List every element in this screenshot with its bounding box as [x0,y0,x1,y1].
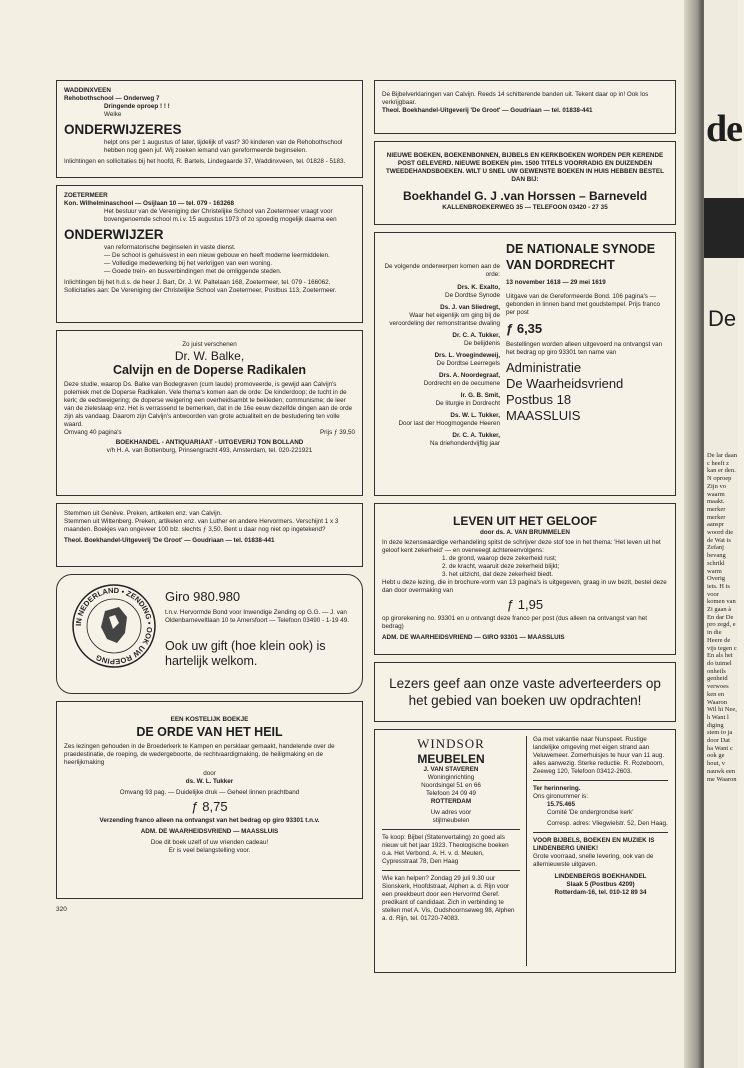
intro: Het bestuur van de Vereniging der Christelijke School van Zoetermeer vraagt voor bovengenoemde school m.i.v. 15 augustus 1973 of zo spoedig mogelijk daarna een [104,208,337,223]
windsor-phone: Telefoon 24 09 49 [425,790,477,797]
postbus: Postbus 18 [506,392,572,407]
publisher: Theol. Boekhandel-Uitgeverij 'De Groot' — Goudriaan — tel. 01838-441 [382,107,593,114]
giro-address: t.n.v. Hervormde Bond voor Inwendige Zending op G.G. — J. van Oldenbarneveltlaan 10 te Amersfoort — Telefoon 03490 - 1-19 49. [165,609,350,624]
pre-title: Zo juist verschenen [182,341,237,348]
admin: ADM. DE WAARHEIDSVRIEND — MAASSLUIS [140,828,279,835]
description: Zes lezingen gehouden in de Broederkerk te Kampen en persklaar gemaakt, handelende over de praedestinatie, de roeping, de wedergeboorte, de rechtvaardigmaking, de heiligmaking en de heerlijkmaking [64,743,335,766]
classifieds-left [382,736,520,966]
ad-zoetermeer [56,185,363,323]
publisher: Theol. Boekhandel-Uitgeverij 'De Groot' — Goudriaan — tel. 01838-441 [64,537,275,544]
speaker [382,304,500,328]
corresp-address: Corresp. adres: Vliegwielstr. 52, Den Haag. [547,820,668,827]
windsor-tag-2: stijlmeubelen [432,817,470,824]
ad-windsor [382,736,520,830]
contact-info: Inlichtingen bij het h.d.s. de heer J. Bart, Dr. J. W. Paltelaan 168, Zoetermeer, tel. 079 - 166062. Sollicitaties aan: De Vereniging der Christelijke School van Zoetermeer, Postbus 113, Zoetermeer. [64,279,337,294]
ad-giro [56,574,363,694]
giro-number: Giro 980.980 [165,589,241,604]
right-page-headline: de [706,108,742,150]
lindenberg-title: VOOR BIJBELS, BOEKEN EN MUZIEK IS LINDENBERG UNIEK! [533,837,655,852]
ad-lindenberg [533,837,668,897]
item: — De school is gehuisvest in een nieuw gebouw en heeft moderne leermiddelen. [104,252,330,259]
caps-text: NIEUWE BOEKEN, BOEKENBONNEN, BIJBELS EN KERKBOEKEN WORDEN PER KERENDE POST GELEVERD. NIEUWE BOEKEN plm. 1500 TITELS VOORRADIG EN DUIZENDEN TWEEDEHANDSBOEKEN. WILT U SNEL UW GEWENSTE BOEKEN IN HUIS HEBBEN BESTEL DAN BIJ: [386,152,664,183]
windsor-city: ROTTERDAM [430,798,472,805]
price: ƒ 6,35 [506,321,543,336]
school-line: Kon. Wilhelminaschool — Osijlaan 10 — tel. 079 - 163268 [64,200,235,207]
speaker-topic: Dordrecht en de oecumene [423,380,500,387]
place: WADDINXVEEN [64,87,111,94]
lindenberg-name: LINDENBERGS BOEKHANDEL [554,873,647,880]
speaker-name: Ir. G. B. Smit, [460,392,500,399]
stemmen-geneve: Stemmen uit Genève. Preken, artikelen enz. van Calvijn. [64,510,222,517]
heading: DE NATIONALE SYNODE VAN DORDRECHT [506,242,656,272]
point: 2. de kracht, waaruit deze zekerheid blijkt; [442,563,560,570]
speaker-topic: Na driehonderdvijftig jaar [429,440,500,447]
speaker [382,432,500,448]
ad-lezers [374,662,676,722]
ad-wie-kan-helpen: Wie kan helpen? Zondag 29 juli 9.30 uur Sionskerk, Hoofdstraat, Alphen a. d. Rijn voor een preekbeurt door een Hervormd Geref. predikant of candidaat. Zich in verbinding te stellen met A. Vis, Oudshoornseweg 98, Alphen a. d. Rijn, tel. 01720-74083. [382,875,515,922]
ad-orde [56,701,363,899]
book-title: DE ORDE VAN HET HEIL [136,725,283,739]
speaker-name: Drs. L. Vroegindeweij, [434,352,500,359]
right-column [374,80,676,980]
speaker-name: Ds. J. van Sliedregt, [440,304,500,311]
org: De Waarheidsvriend [506,376,624,391]
right-page-edge [704,0,742,1068]
appeal-sub: Welke [104,111,122,118]
specs: Omvang 93 pag. — Duidelijke druk — Geheel linnen prachtband [119,789,300,796]
gift-line-2: Er is veel belangstelling voor. [168,847,251,854]
ad-calvijn [56,330,363,496]
ad-waddinxveen [56,80,363,178]
ask: Hebt u deze lezing, die in brochure-vorm van 13 pagina's is uitgegeven, graag in uw bezit, bestel deze dan door overmaking van [382,579,667,594]
item: — Goede trein- en busverbindingen met de omliggende steden. [104,268,282,275]
school-line: Rehobothschool — Onderweg 7 [64,95,160,102]
city: MAASSLUIS [506,408,581,423]
speaker [382,372,500,388]
item: — Volledige medewerking bij het verkrijgen van een woning. [104,260,273,267]
page-count: Omvang 40 pagina's [64,429,122,436]
book-title: LEVEN UIT HET GELOOF [452,514,597,528]
body: De Bijbelverklaringen van Calvijn. Reeds 14 schitterende banden uit. Tekent daar op in! Ook los verkrijgbaar. [382,91,649,106]
price: ƒ 8,75 [191,799,228,814]
order-info: Bestellingen worden alleen uitgevoerd na ontvangst van het bedrag op giro 93301 ten name van [506,341,663,356]
speaker [382,392,500,408]
ad-stemmen [56,503,363,567]
speaker-topic: De liturgie in Dordrecht [435,400,500,407]
speaker-topic: Door last der Hoogmogende Heeren [398,420,500,427]
svg-text:IN NEDERLAND • ZENDING • OOK U: IN NEDERLAND • ZENDING • OOK UW ROEPING [73,585,155,667]
ad-leven-uit-het-geloof [374,503,676,655]
speaker-topic: De belijdenis [463,340,500,347]
ad-statenvertaling: Te koop: Bijbel (Statenvertaling) zo goed als nieuw uit het jaar 1923. Theologische boeken o.a. Het Verbond. A. H. v. d. Meulen, Cypresstraat 78, Den Haag [382,834,520,871]
herinnering-line: Ons gironummer is: [533,793,588,800]
zending-seal [71,583,157,669]
heading: ONDERWIJZER [64,227,164,242]
price: Prijs ƒ 39,50 [319,429,355,436]
lindenberg-body: Grote voorraad, snelle levering, ook van de allernieuwste uitgaven. [533,853,654,868]
gift-line: Doe dit boek uzelf of uw vrienden cadeau! [150,839,269,846]
synode-info [506,239,668,489]
giro-number: 15.75.465 [547,801,576,808]
right-page-column-text: De lar daan c heeft z kan er den. N oproep Zijn vo waarm maakt. merker merker aanspr woord die de Wat is Zefanj bevang schrikl warm Overig iets. H is voor komen van Zi gaan à En dar De pro zegd, e in die Heere de vijs tegen c En als het do tuimel onheils genheid verwoes ken en Waaron Wil hi Nee, h Want l diging stem to ja door Dat ha Want c ook ge hout, v nauwk een me Waaron [707,452,737,783]
book-title: Calvijn en de Doperse Radikalen [112,363,307,377]
windsor-address: Noordsingel 51 en 66 [421,782,481,789]
right-page-subheading: De [708,306,737,331]
point: 3. het uitzicht, dat deze zekerheid biedt. [442,571,553,578]
speaker-name: Drs. K. Exalto, [457,284,500,291]
speaker [382,412,500,428]
shop-name: Boekhandel G. J .van Horssen – Barneveld [402,189,648,203]
address: v/h H. A. van Bottenburg, Prinsengracht 493, Amsterdam, tel. 020-221921 [106,447,313,454]
speaker-topic: Waar het eigenlijk om ging bij de veroordeling der remonstrantse dwaling [389,312,500,327]
author: ds. W. L. Tukker [185,778,234,785]
seller: BOEKHANDEL - ANTIQUARIAAT - UITGEVERIJ TON BOLLAND [115,439,304,446]
body: helpt ons per 1 augustus of later, tijdelijk of vast? 30 kinderen van de Rehobothschool hebben nog geen juf. Wij zoeken iemand van gereformeerde beginselen. [104,139,343,154]
item: van reformatorische beginselen in vaste dienst. [104,244,236,251]
lindenberg-address: Slaak 5 (Postbus 4209) [566,881,635,888]
gift-appeal: Ook uw gift (hoe klein ook) is hartelijk welkom. [165,639,326,668]
intro: In deze lezenswaardige verhandeling spitst de schrijver deze stof toe in het thema: 'Het leven uit het geloof kent zekerheid' — en overweegt achtereenvolgens: [382,539,661,554]
admin: Administratie [506,360,582,375]
speakers [382,239,500,489]
description: Deze studie, waarop Ds. Balke van Bodegraven (cum laude) promoveerde, is gewijd aan Calvijn's polemiek met de Doperse Radikalen. Vele thema's komen aan de orde: De kinderdoop; de tucht in de kerk; de eedsweigering; de doperse weigering een overheidsambt te bekleden; communisme; de leer van de zieleslaap enz. Het is verrassend te bemerken, dat in de 16e eeuw dezelfde dingen aan de orde zijn als vandaag. Daarom zijn Calvijn's antwoorden van grote actualiteit en de bestudering ten volle waard. [64,381,353,428]
ad-nunspeet: Ga met vakantie naar Nunspeet. Rustige landelijke omgeving met eigen strand aan Veluwemeer. Zomerhuisjes te huur van 11 aug. alles aanwezig. Sterke reductie. R. Rozeboom, Zeeweg 120, Telefoon 03412-2603. [533,736,668,781]
publication-info: Uitgave van de Gereformeerde Bond. 106 pagina's — gebonden in linnen band met goudstempel. Prijs franco per post [506,293,661,316]
place: ZOETERMEER [64,192,108,199]
pre-title: EEN KOSTELIJK BOEKJE [170,716,249,723]
contact-info: Inlichtingen en sollicitaties bij het hoofd, R. Bartels, Lindegaarde 37, Waddinxveen, tel. 01828 - 5183. [64,158,346,165]
classifieds-right [526,736,668,966]
admin: ADM. DE WAARHEIDSVRIEND — GIRO 93301 — MAASSLUIS [382,634,565,641]
windsor-name: J. VAN STAVEREN [423,766,479,773]
ad-herinnering [533,785,668,833]
point: 1. de grond, waarop deze zekerheid rust; [442,555,557,562]
comite: Comité 'De ondergrondse kerk' [547,809,634,816]
speaker-name: Dr. C. A. Tukker, [452,432,500,439]
stemmen-wittenberg: Stemmen uit Wittenberg. Preken, artikelen enz. van Luther en andere Hervormers. Verschijnt 1 x 3 maanden. Boekjes van ongeveer 100 blz. slechts ƒ 3,50. Bent u daar nog niet op ingetekend? [64,518,339,533]
right-page-black-band [704,198,744,258]
speaker [382,352,500,368]
heading: ONDERWIJZERES [64,122,182,137]
classifieds-block [374,729,676,973]
speaker-topic: De Dordtse Synode [445,292,500,299]
giro-info: op girorekening no. 93301 en u ontvangt deze franco per post (dus alleen na ontvangst van het bedrag) [382,615,648,630]
shop-address: KALLENBROEKERWEG 35 — TELEFOON 03420 - 27 35 [442,204,608,211]
author: door ds. A. VAN BRUMMELEN [480,529,570,536]
author: Dr. W. Balke, [174,349,245,363]
dates: 13 november 1618 — 29 mei 1619 [506,279,606,286]
left-column [56,80,363,913]
shipping: Verzending franco alleen na ontvangst van het bedrag op giro 93301 t.n.v. [99,817,320,824]
ad-synode [374,232,676,496]
herinnering-title: Ter herinnering. [533,785,581,792]
ad-van-horssen [374,141,676,225]
speaker-name: Ds. W. L. Tukker, [450,412,500,419]
speaker-name: Drs. A. Noordegraaf, [439,372,500,379]
door: door [203,770,216,777]
windsor-logo: WINDSOR [417,736,485,751]
intro: De volgende onderwerpen komen aan de orde: [384,263,500,278]
ad-bijbelverklaringen [374,80,676,134]
speaker [382,332,500,348]
lindenberg-city: Rotterdam-16, tel. 010-12 89 34 [554,889,647,896]
appeal: Dringende oproep ! ! ! [104,103,170,110]
price: ƒ 1,95 [506,597,544,612]
lezers-text: Lezers geef aan onze vaste adverteerders op het gebied van boeken uw opdrachten! [389,676,661,708]
windsor-title: MEUBELEN [417,752,485,766]
page-number: 320 [56,906,67,913]
speaker-name: Dr. C. A. Tukker, [452,332,500,339]
windsor-tag: Uw adres voor [430,809,472,816]
windsor-sub: Woninginrichting [427,774,475,781]
speaker-topic: De Dordtse Leerregels [436,360,500,367]
speaker [382,284,500,300]
